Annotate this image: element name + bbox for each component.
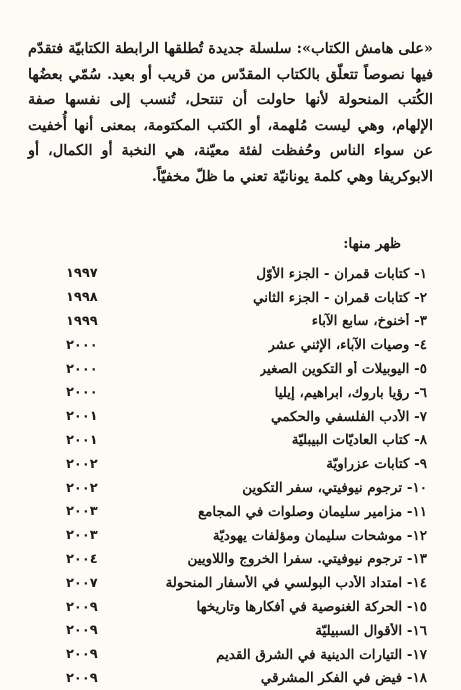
work-item (66, 476, 427, 500)
work-title: ١٧- التيارات الدينية في الشرق القديم (216, 646, 427, 663)
work-item (66, 595, 427, 619)
work-year: ٢٠٠٣ (66, 504, 98, 520)
work-year: ٢٠٠٩ (66, 670, 98, 686)
work-item (66, 524, 427, 548)
work-item (66, 405, 427, 429)
work-year: ٢٠٠٢ (66, 456, 98, 472)
work-item (66, 643, 427, 667)
work-item (66, 452, 427, 476)
work-item (66, 286, 427, 310)
work-title: ١٣- ترجوم نيوفيتي. سفرا الخروج واللاويين (187, 551, 427, 568)
work-title: ١٨- فيض في الفكر المشرقي (260, 670, 427, 687)
work-title: ٣- أخنوخ، سابع الآباء (311, 313, 427, 330)
work-title: ١٤- امتداد الأدب البولسي في الأسفار المنحولة (165, 575, 427, 592)
work-title: ٦- رؤيا باروك، ابراهيم، إيليا (274, 384, 427, 401)
work-year: ٢٠٠٩ (66, 599, 98, 615)
work-year: ١٩٩٩ (66, 313, 98, 329)
work-year: ٢٠٠٢ (66, 480, 98, 496)
work-year: ١٩٩٨ (66, 290, 98, 306)
work-item (66, 262, 427, 286)
work-item (66, 571, 427, 595)
work-item (66, 500, 427, 524)
work-year: ٢٠٠٣ (66, 528, 98, 544)
work-year: ٢٠٠٠ (66, 337, 98, 353)
work-title: ١٥- الحركة الغنوصية في أفكارها وتاريخها (196, 599, 427, 616)
intro-text: «على هامش الكتاب»: سلسلة جديدة تُطلقها الرابطة الكتابيّة فتقدّم فيها نصوصاً تتعلّق بالكتاب المقدّس من قريب أو بعيد. سُمّي بعضُها الكُتب المنحولة لأنها حاولت أن تنتحل، تُنسب إلى نفسها صفة الإلهام، وهي ليست مُلهمة، أو الكتب المكتومة، بمعنى أنها أُخفيت عن سواء الناس وحُفظت لفئة معيّنة، هي النخبة أو الكمال، أو الابوكريفا وهي كلمة يونانيّة تعني ما ظلّ مخفيّاً. (28, 40, 433, 185)
work-title: ٥- اليوبيلات أو التكوين الصغير (259, 361, 427, 378)
list-title: ظهر منها: (343, 236, 401, 252)
work-item (66, 619, 427, 643)
work-year: ٢٠٠١ (66, 409, 98, 425)
work-item (66, 429, 427, 453)
work-item (66, 357, 427, 381)
work-item (66, 333, 427, 357)
work-title: ٤- وصيات الآباء، الإثني عشر (268, 337, 427, 354)
work-year: ٢٠٠٠ (66, 361, 98, 377)
work-year: ٢٠٠٤ (66, 551, 98, 567)
work-item (66, 310, 427, 334)
work-year: ١٩٩٧ (66, 266, 98, 282)
work-title: ١٢- موشحات سليمان ومؤلفات يهوديّة (212, 527, 427, 544)
work-title: ١- كتابات قمران - الجزء الأوّل (256, 265, 427, 282)
work-title: ٨- كتاب العاديّات البيبليّة (291, 432, 427, 449)
work-item (66, 548, 427, 572)
work-title: ١٠- ترجوم نيوفيتي، سفر التكوين (242, 480, 427, 497)
work-year: ٢٠٠٩ (66, 623, 98, 639)
work-title: ٧- الأدب الفلسفي والحكمي (270, 408, 427, 425)
works-list (66, 262, 427, 690)
work-title: ١٦- الأقوال السبيليّة (315, 622, 427, 639)
work-title: ٢- كتابات قمران - الجزء الثاني (253, 289, 427, 306)
work-title: ٩- كتابات عزراويّة (326, 456, 427, 473)
work-item (66, 381, 427, 405)
work-year: ٢٠٠٧ (66, 575, 98, 591)
work-title: ١١- مزامير سليمان وصلوات في المجامع (198, 503, 427, 520)
work-year: ٢٠٠٠ (66, 385, 98, 401)
work-year: ٢٠٠١ (66, 432, 98, 448)
intro-paragraph (28, 36, 433, 189)
work-year: ٢٠٠٩ (66, 647, 98, 663)
work-item (66, 667, 427, 690)
